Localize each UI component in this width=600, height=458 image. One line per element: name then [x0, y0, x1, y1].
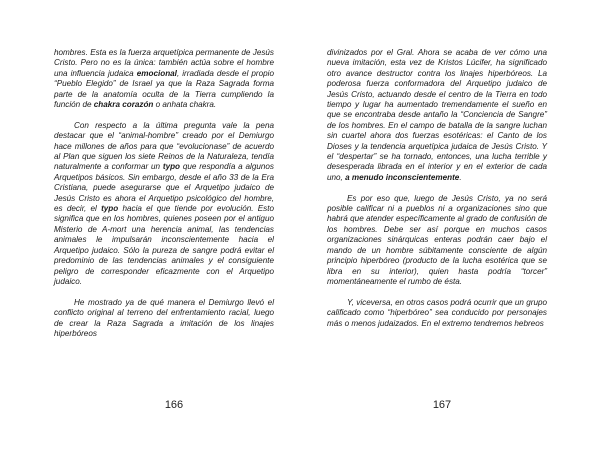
text-run: , irradiada desde el propio “Pueblo Elegido” de Israel ya que la Raza Sagrada forma parte de la anatomía oculta de la Tierra cumpliendo la función de: [54, 68, 275, 110]
text-run: hombres. Esta es la fuerza arquetípica permanente de Jesús Cristo. Pero no es la única: también actúa sobre el hombre una influencia judaica: [54, 48, 274, 78]
left-page-number: 166: [164, 399, 184, 411]
emphasized-term: typo: [162, 162, 181, 172]
emphasized-term: chakra corazón: [93, 100, 154, 110]
paragraph: [54, 48, 274, 110]
text-run: divinizados por el Gral. Ahora se acaba de ver cómo una nueva imitación, esta vez de Kristos Lúcifer, ha significado otro avance destructor contra los linajes hiperbóreos. La poderosa fuerza conformadora del Arquetipo judaico de Jesús Cristo, actuando desde el centro de la Tierra en todo tiempo y lugar ha aumentado tremendamente el sueño en que se encontraba desde antaño la “Conciencia de Sangre” de los hombres. En el campo de batalla de la sangre luchan sin cuartel ahora dos fuerzas esotéricas: el Canto de los Dioses y la tendencia arquetípica judaica de Jesús Cristo. Y el “despertar” se ha tornado, entonces, una lucha terrible y desesperada librada en el interior y en el exterior de cada uno,: [327, 48, 547, 182]
paragraph: [327, 298, 547, 329]
paragraph: [54, 121, 274, 288]
text-run: He mostrado ya de qué manera el Demiurgo llevó el conflicto original al terreno del enfrentamiento racial, luego de crear la Raza Sagrada a imitación de los linajes hiperbóreos: [54, 297, 274, 338]
emphasized-term: a menudo inconscientemente: [345, 172, 460, 182]
text-run: .: [459, 172, 462, 182]
paragraph: [327, 194, 547, 288]
text-run: Con respecto a la última pregunta vale la pena destacar que el “animal-hombre” creado por el Demiurgo hace millones de años para que “evolucionase” de acuerdo al Plan que siguen los siete Reinos de la Naturaleza, tendía naturalmente a conformar un: [54, 120, 274, 172]
emphasized-term: emocional: [136, 68, 177, 78]
right-page-number: 167: [432, 399, 452, 411]
text-run: Y, viceversa, en otros casos podrá ocurrir que un grupo calificado como “hiperbóreo” sea conducido por personajes más o menos judaizados. En el extremo tendremos hebreos: [327, 297, 547, 328]
right-page-text: [327, 48, 547, 329]
right-page: [327, 48, 547, 329]
text-run: que respondía a algunos Arquetipos básicos. Sin embargo, desde el año 33 de la Era Cristiana, puede asegurarse que el Arquetipo judaico de Jesús Cristo es ahora el Arquetipo psicológico del hombre, es decir, el: [54, 162, 274, 214]
text-run: Es por eso que, luego de Jesús Cristo, ya no será posible calificar ni a pueblos ni a organizaciones sino que habrá que atender específicamente al grado de confusión de los hombres. Debe ser así porque en muchos casos organizaciones sinárquicas enteras podrán caer bajo el mando de un hombre súbitamente consciente de algún principio hiperbóreo (producto de la lucha esotérica que se libra en su interior), quien hasta podría “torcer” momentáneamente el rumbo de ésta.: [327, 193, 547, 286]
left-page: [54, 48, 274, 339]
text-run: hacia el que tiende por evolución. Esto significa que en los hombres, quienes poseen por el antiguo Misterio de A-mort una herencia animal, las tendencias animales le impulsarán inconscientemente hacia el Arquetipo judaico. Sólo la pureza de sangre podrá evitar el predominio de las tendencias animales y el consiguiente peligro de corresponder eficazmente con el Arquetipo judaico.: [54, 204, 274, 286]
emphasized-term: typo: [101, 204, 119, 214]
left-page-text: [54, 48, 274, 339]
text-run: o anhata chakra.: [153, 100, 217, 110]
paragraph: [327, 48, 547, 183]
paragraph: [54, 298, 274, 340]
